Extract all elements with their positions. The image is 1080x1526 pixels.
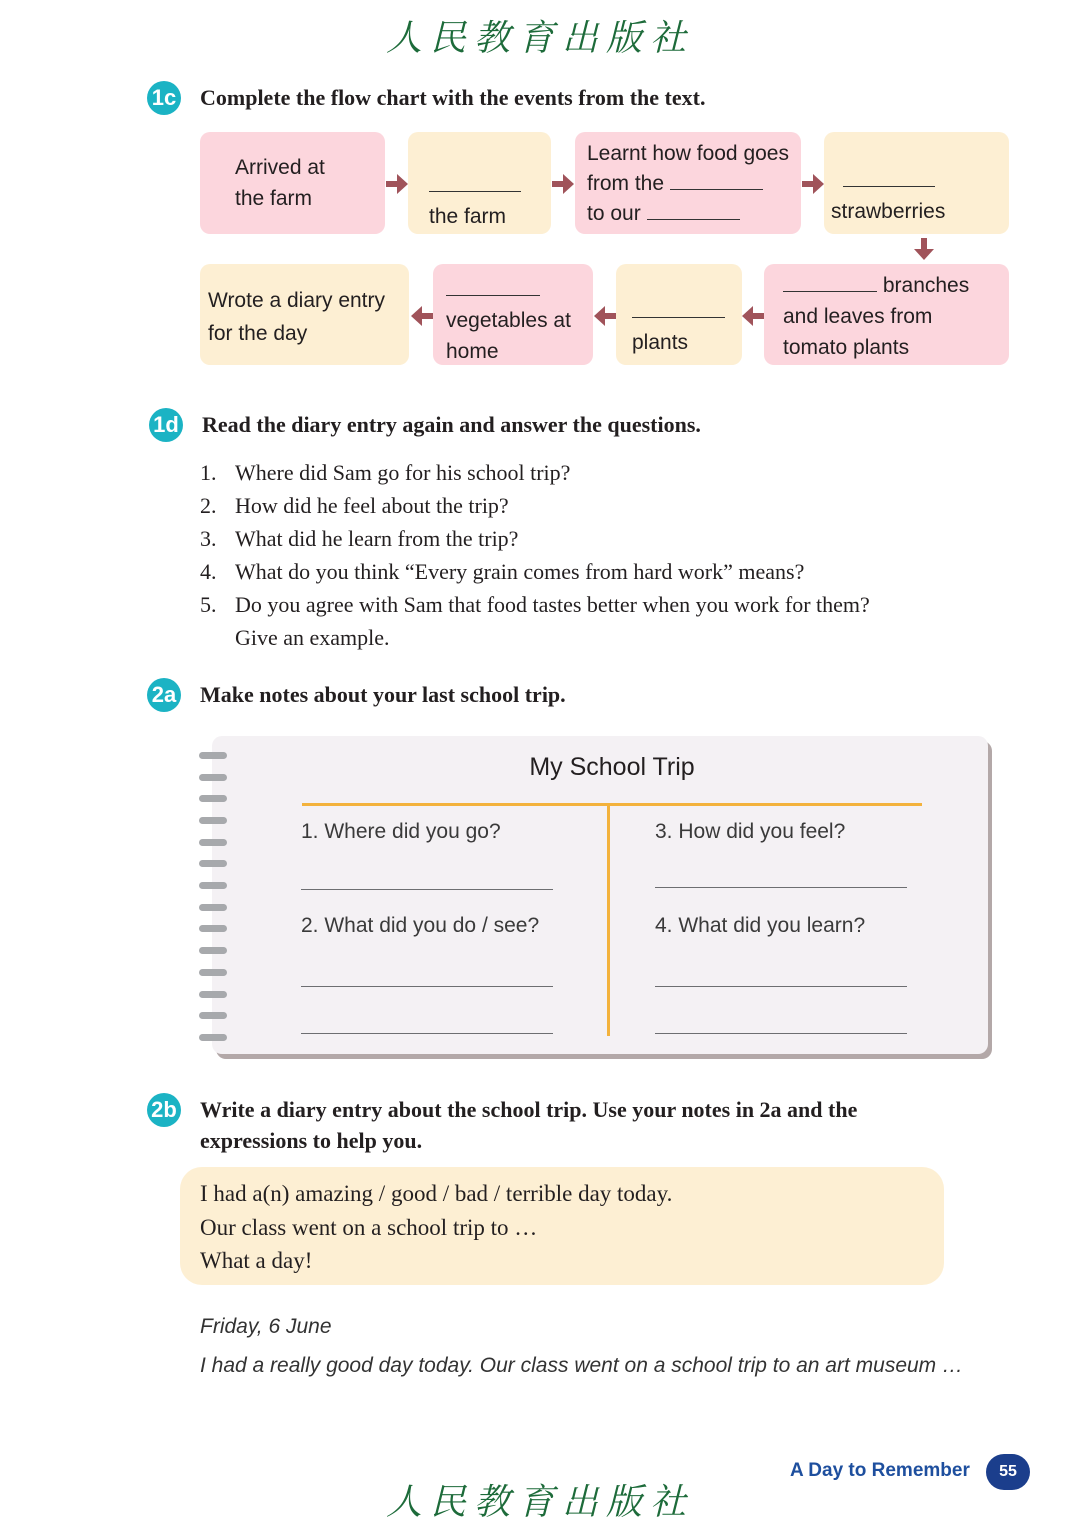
- notebook-question-1: 1. Where did you go?: [301, 820, 501, 843]
- flow-box-text: the farm: [429, 205, 507, 228]
- instruction-2b-line2: expressions to help you.: [200, 1128, 423, 1153]
- answer-blank[interactable]: [843, 168, 935, 187]
- instruction-1c: Complete the flow chart with the events from the text.: [200, 85, 706, 110]
- flow-box-vegetables: [433, 264, 593, 365]
- flow-box-text: Learnt how food goes: [587, 142, 789, 165]
- answer-blank[interactable]: [783, 273, 877, 292]
- question-list: [200, 456, 870, 654]
- flow-box-strawberries: [824, 132, 1009, 234]
- notebook-question-2: 2. What did you do / see?: [301, 914, 540, 937]
- section-badge-2a: 2a: [147, 678, 181, 712]
- answer-line[interactable]: [655, 887, 907, 888]
- flow-box-text: Arrived at: [235, 156, 325, 179]
- flow-box-diary: [200, 264, 409, 365]
- flow-box-text: vegetables at: [446, 309, 571, 332]
- notebook-divider-horizontal: [302, 803, 922, 806]
- flow-arrow-left-icon: [742, 306, 764, 326]
- flow-box-plants: [616, 264, 742, 365]
- instruction-1d: Read the diary entry again and answer the questions.: [202, 412, 701, 437]
- list-item: 4. What do you think “Every grain comes from hard work” means?: [200, 559, 805, 584]
- flow-box-blank-farm: [408, 132, 551, 234]
- notebook-title: My School Trip: [529, 753, 695, 781]
- example-text: I had a really good day today. Our class went on a school trip to an art museum …: [200, 1354, 964, 1377]
- flow-arrow-left-icon: [594, 306, 616, 326]
- flow-box-arrived: [200, 132, 385, 234]
- flow-arrow-right-icon: [552, 174, 574, 194]
- flow-box-text: strawberries: [831, 200, 946, 223]
- flow-box-text: to our: [587, 202, 641, 225]
- list-item: 5. Do you agree with Sam that food tastes better when you work for them?: [200, 592, 870, 617]
- flow-arrow-right-icon: [802, 174, 824, 194]
- instruction-2a: Make notes about your last school trip.: [200, 682, 566, 707]
- flow-box-text: and leaves from: [783, 305, 933, 328]
- school-trip-notebook: [212, 736, 988, 1054]
- instruction-2b-line1: Write a diary entry about the school trip. Use your notes in 2a and the: [200, 1097, 858, 1122]
- notebook-question-3: 3. How did you feel?: [655, 820, 846, 843]
- answer-line[interactable]: [301, 986, 553, 987]
- flow-box-learnt: [575, 132, 801, 234]
- list-item: Give an example.: [235, 625, 390, 650]
- flow-box-text: branches: [882, 274, 970, 297]
- answer-line[interactable]: [655, 986, 907, 987]
- flow-box-text: the farm: [235, 187, 313, 210]
- answer-line[interactable]: [655, 1033, 907, 1034]
- list-item: 1. Where did Sam go for his school trip?: [200, 460, 571, 485]
- answer-blank[interactable]: [429, 173, 521, 192]
- example-date: Friday, 6 June: [200, 1315, 332, 1338]
- section-badge-1c: 1c: [147, 81, 181, 115]
- publisher-watermark-top: 人民教育出版社: [385, 18, 694, 59]
- unit-title: A Day to Remember: [790, 1460, 970, 1481]
- notebook-divider-vertical: [607, 805, 610, 1036]
- section-badge-2b: 2b: [147, 1093, 181, 1127]
- expression-line: Our class went on a school trip to …: [200, 1215, 538, 1240]
- list-item: 2. How did he feel about the trip?: [200, 493, 509, 518]
- answer-line[interactable]: [301, 1033, 553, 1034]
- publisher-watermark-bottom: 人民教育出版社: [385, 1482, 694, 1523]
- list-item: 3. What did he learn from the trip?: [200, 526, 519, 551]
- flow-box-text: home: [446, 340, 499, 363]
- flow-arrow-down-icon: [914, 238, 934, 260]
- flow-arrow-left-icon: [411, 306, 433, 326]
- flow-box-text: plants: [632, 331, 689, 354]
- answer-blank[interactable]: [670, 171, 763, 190]
- page-number: 55: [986, 1454, 1030, 1490]
- flow-arrow-right-icon: [386, 174, 408, 194]
- flow-box-text: Wrote a diary entry: [208, 289, 386, 312]
- section-badge-1d: 1d: [149, 408, 183, 442]
- expression-line: I had a(n) amazing / good / bad / terrible day today.: [200, 1181, 673, 1206]
- flow-box-text: for the day: [208, 322, 308, 345]
- expression-line: What a day!: [200, 1248, 313, 1273]
- answer-line[interactable]: [301, 889, 553, 890]
- flow-box-branches: [764, 264, 1009, 365]
- answer-blank[interactable]: [632, 299, 725, 318]
- answer-blank[interactable]: [647, 201, 740, 220]
- flow-box-text: tomato plants: [783, 336, 910, 359]
- flow-box-text: from the: [587, 172, 665, 195]
- notebook-question-4: 4. What did you learn?: [655, 914, 866, 937]
- answer-blank[interactable]: [446, 277, 540, 296]
